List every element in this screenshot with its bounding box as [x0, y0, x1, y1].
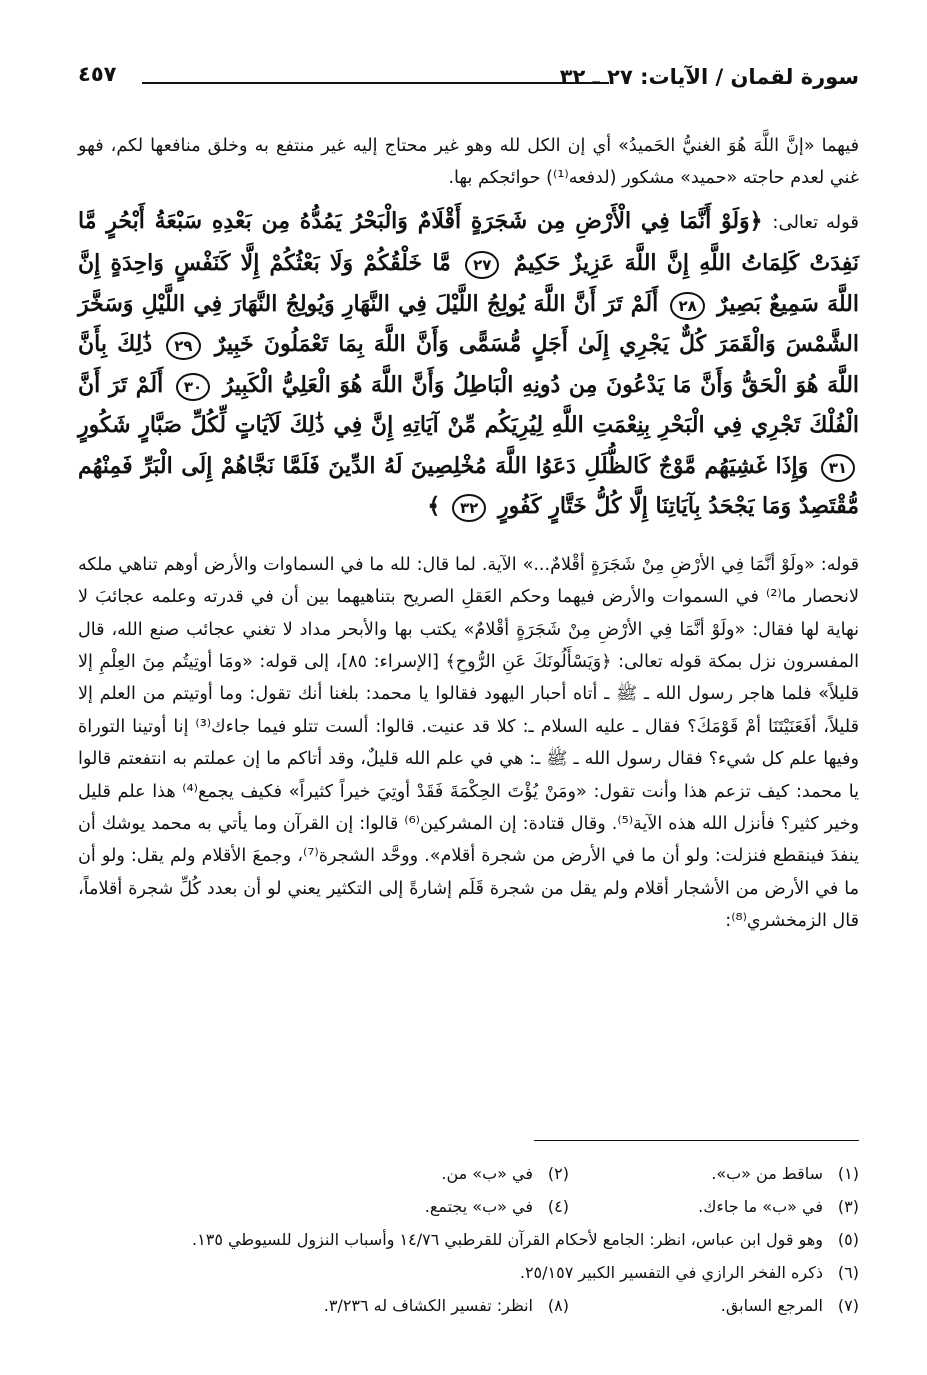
footnote-row [78, 1223, 859, 1256]
verse-text: أَلَمْ تَرَ أَنَّ الْفُلْكَ تَجْرِي فِي الْبَحْرِ بِنِعْمَتِ اللَّهِ لِيُرِيَكُم مِّنْ آيَاتِهِ إِنَّ فِي ذَٰلِكَ لَآيَاتٍ لِّكُلِّ صَبَّارٍ شَكُورٍ [78, 371, 859, 439]
page-number: ٤٥٧ [78, 62, 117, 86]
footnote-text: ساقط من «ب». [711, 1164, 823, 1183]
footnote [279, 1296, 569, 1315]
chapter-title: سورة لقمان / الآيات: ٢٧ ـ ٣٢ [559, 65, 859, 89]
header-rule [142, 82, 609, 84]
footnote [192, 1230, 859, 1249]
footnote-number: (٢) [547, 1164, 569, 1183]
footnote-row [78, 1289, 859, 1322]
footnote-number: (١) [837, 1164, 859, 1183]
footnote-text: في «ب» يجتمع. [424, 1197, 533, 1216]
footnote [569, 1164, 859, 1183]
footnote-number: (٨) [547, 1296, 569, 1315]
aya-number-marker: ٣٢ [452, 494, 486, 522]
footnote-text: انظر: تفسير الكشاف له ٣/٢٣٦. [323, 1296, 533, 1315]
footnote-row [78, 1256, 859, 1289]
footnote [279, 1197, 569, 1216]
verse-close-bracket: ﴾ [427, 493, 441, 520]
footnotes [78, 1157, 859, 1322]
footnote-number: (٧) [837, 1296, 859, 1315]
footnote-row [78, 1190, 859, 1223]
footnote-divider [534, 1140, 859, 1141]
verse-text: ذَٰلِكَ بِأَنَّ اللَّهَ هُوَ الْحَقُّ وَأَنَّ مَا يَدْعُونَ مِن دُونِهِ الْبَاطِلُ وَأَنَّ اللَّهَ هُوَ الْعَلِيُّ الْكَبِيرُ [78, 331, 860, 398]
footnote-text: في «ب» من. [441, 1164, 533, 1183]
aya-number-marker: ٣٠ [176, 373, 210, 401]
footnote-text: في «ب» ما جاءك. [698, 1197, 823, 1216]
footnote-number: (٥) [837, 1230, 859, 1249]
footnote-row [78, 1157, 859, 1190]
verse-text: أَلَمْ تَرَ أَنَّ اللَّهَ يُولِجُ اللَّيْلَ فِي النَّهَارِ وَيُولِجُ النَّهَارَ فِي اللَّيْلِ وَسَخَّرَ الشَّمْسَ وَالْقَمَرَ كُلٌّ يَجْرِي إِلَىٰ أَجَلٍ مُّسَمًّى وَأَنَّ اللَّهَ بِمَا تَعْمَلُونَ خَبِيرٌ [78, 290, 859, 358]
footnote [569, 1296, 859, 1315]
footnote [520, 1263, 859, 1282]
quran-verses [78, 201, 859, 527]
commentary-paragraph-1: فيهما «إنَّ اللَّهَ هُوَ الغنيُّ الحَميدُ» أي إن الكل لله وهو غير محتاج إليه غير منتفع به وخلق منافعها لكم، فهو غني لعدم حاجته «حميد» مشكور (لدفعه⁽¹⁾) حوائجكم بها. [78, 136, 859, 189]
footnote-text: وهو قول ابن عباس، انظر: الجامع لأحكام القرآن للقرطبي ١٤/٧٦ وأسباب النزول للسيوطي ١٣٥. [192, 1230, 823, 1249]
aya-number-marker: ٢٧ [465, 251, 499, 279]
commentary-paragraph-2: قوله: «ولَوْ أنَّمَا فِي الأرْضِ مِنْ شَجَرَةٍ أقْلامٌ...» الآية. لما قال: لله ما في السماوات والأرض أوهم تناهي ملكه لانحصار ما⁽²⁾ في السموات والأرض فيهما وحكم العَقلِ الصريح بتناهيهما بين أن في قدرته وعلمه عجائبَ لا نهاية لها فقال: «ولَوْ أنَّمَا فِي الأرْضِ مِنْ شَجَرَةٍ أقْلامٌ» يكتب بها والأبحر مداد لا تغني عجائب صنع الله، قال المفسرون نزل بمكة قوله تعالى: ﴿وَيَسْأَلُونَكَ عَنِ الرُّوحِ﴾ [الإسراء: ٨٥]، إلى قوله: «ومَا أوتِيتُم مِنَ العِلْمِ إلا قليلاً» فلما هاجر رسول الله ـ ﷺ ـ أتاه أحبار اليهود فقالوا يا محمد: بلغنا أنك تقول: وما أوتيتم من العلم إلا قليلاً، أفَعَنَيْتَنَا أمْ قَوْمَكَ؟ فقال ـ عليه السلام ـ: كلا قد عنيت. قالوا: ألست تتلو فيما جاءك⁽³⁾ إنا أوتينا التوراة وفيها علم كل شيء؟ فقال رسول الله ـ ﷺ ـ: هي في علم الله قليلٌ، وقد أتاكم ما إن عملتم به انتفعتم قالوا يا محمد: كيف تزعم هذا وأنت تقول: «ومَنْ يُؤْتَ الحِكْمَةَ فَقَدْ أوتِيَ خيراً كثيراً» فكيف يجمع⁽⁴⁾ هذا علم قليل وخير كثير؟ فأنزل الله هذه الآية⁽⁵⁾. وقال قتادة: إن المشركين⁽⁶⁾ قالوا: إن القرآن وما يأتي به محمد يوشك أن ينفدَ فينقطع فنزلت: ولو أن ما في الأرض من شجرة أقلام». ووحَّد الشجرة⁽⁷⁾، وجمعَ الأقلام ولم يقل: ولو أن ما في الأرض من الأشجار أقلام ولم يقل من شجرة قَلَم إشارةً إلى التكثير يعني لو أن بعدد كُلِّ شجرة أقلاماً، قال الزمخشري⁽⁸⁾: [78, 554, 859, 932]
footnote [569, 1197, 859, 1216]
aya-number-marker: ٣١ [821, 454, 855, 482]
aya-number-marker: ٢٨ [670, 292, 704, 320]
running-header [78, 60, 859, 94]
book-page [78, 60, 860, 1315]
verse-intro: قوله تعالى: [772, 211, 859, 233]
footnote-number: (٦) [837, 1263, 859, 1282]
footnote-number: (٤) [547, 1197, 569, 1216]
verse-text: ﴿وَلَوْ أَنَّمَا فِي الْأَرْضِ مِن شَجَرَةٍ أَقْلَامٌ وَالْبَحْرُ يَمُدُّهُ مِن بَعْدِهِ سَبْعَةُ أَبْحُرٍ مَّا نَفِدَتْ كَلِمَاتُ اللَّهِ إِنَّ اللَّهَ عَزِيزٌ حَكِيمٌ [78, 207, 859, 277]
verse-text: مَّا خَلْقُكُمْ وَلَا بَعْثُكُمْ إِلَّا كَنَفْسٍ وَاحِدَةٍ إِنَّ اللَّهَ سَمِيعٌ بَصِيرٌ [78, 250, 859, 317]
verse-text: وَإِذَا غَشِيَهُم مَّوْجٌ كَالظُّلَلِ دَعَوُا اللَّهَ مُخْلِصِينَ لَهُ الدِّينَ فَلَمَّا نَجَّاهُمْ إِلَى الْبَرِّ فَمِنْهُم مُّقْتَصِدٌ وَمَا يَجْحَدُ بِآيَاتِنَا إِلَّا كُلُّ خَتَّارٍ كَفُورٍ [78, 452, 859, 520]
aya-number-marker: ٢٩ [166, 332, 200, 360]
footnote-text: المرجع السابق. [720, 1296, 823, 1315]
footnote-number: (٣) [837, 1197, 859, 1216]
footnote-text: ذكره الفخر الرازي في التفسير الكبير ٢٥/١٥٧. [519, 1263, 823, 1282]
footnote [279, 1164, 569, 1183]
